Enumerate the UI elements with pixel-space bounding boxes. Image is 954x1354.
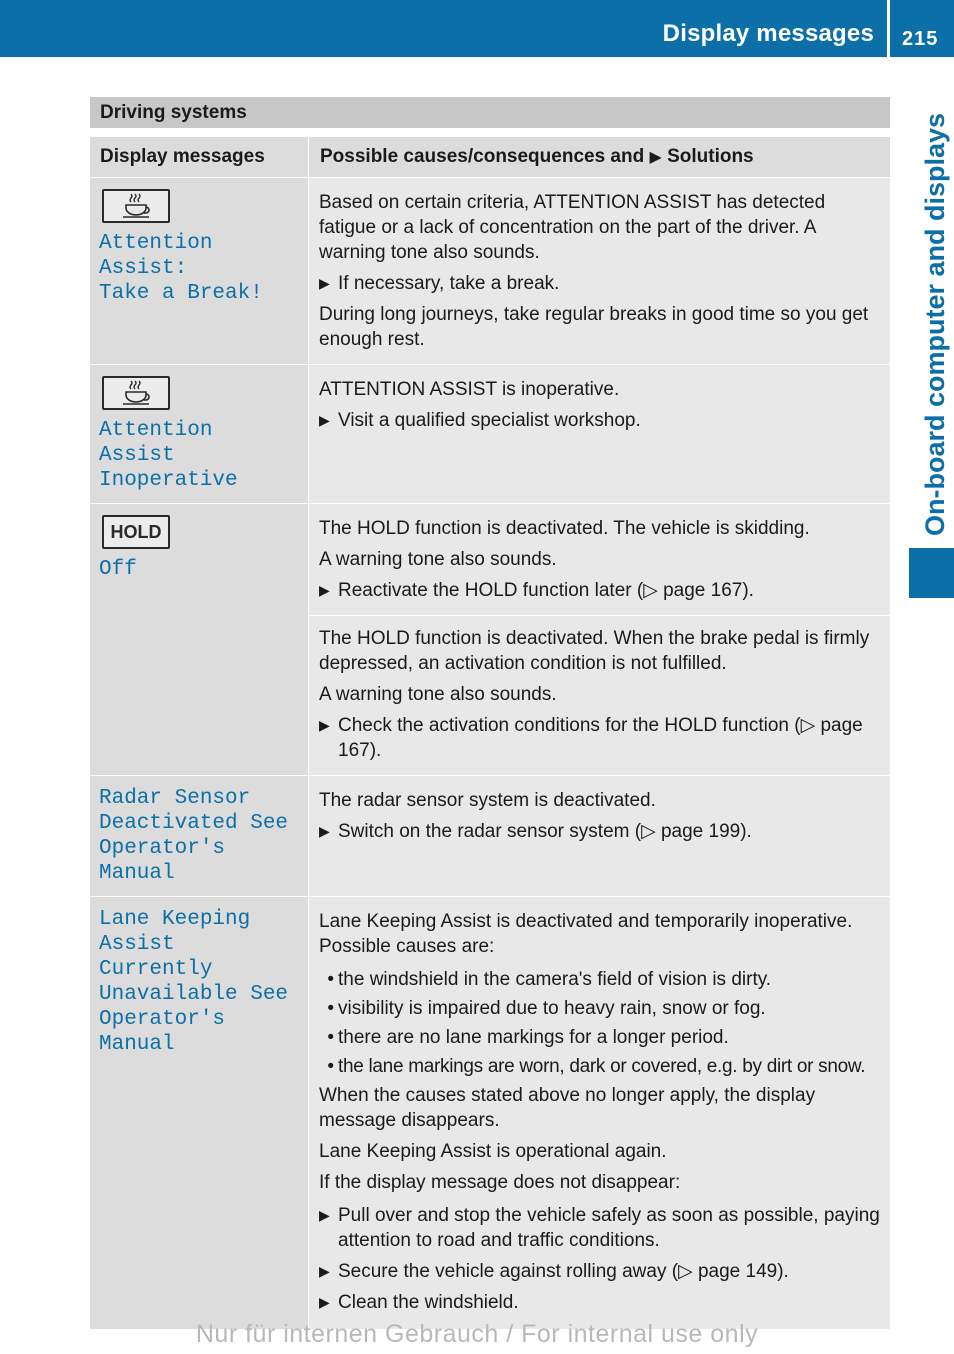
solution-step-text: Pull over and stop the vehicle safely as soon as possible, paying attention to road and traffic conditions. <box>338 1205 880 1251</box>
table-row <box>90 177 890 364</box>
coffee-cup-icon <box>102 376 170 410</box>
display-message-cell <box>90 897 308 1329</box>
cause-text: A warning tone also sounds. <box>319 684 557 705</box>
page-header-title: Display messages <box>662 20 874 47</box>
display-messages-table <box>90 97 890 1329</box>
table-header-row <box>90 137 890 177</box>
solution-step <box>319 578 882 603</box>
cause-text: Lane Keeping Assist is operational again. <box>319 1141 667 1162</box>
chapter-side-tab: On-board computer and displays <box>920 112 950 536</box>
solution-step-text: Switch on the radar sensor system (▷ page 199). <box>338 821 752 842</box>
bullet-dot: • <box>327 1027 334 1048</box>
column-header-display: Display messages <box>100 146 265 167</box>
solution-step <box>319 1203 882 1253</box>
cause-bullet <box>319 1025 882 1050</box>
solution-step-text: If necessary, take a break. <box>338 273 560 294</box>
bullet-dot: • <box>327 969 334 990</box>
step-triangle-icon: ▶ <box>319 1263 330 1279</box>
solution-step <box>319 1259 882 1284</box>
causes-solutions-cell <box>308 776 890 896</box>
step-triangle-icon: ▶ <box>319 1207 330 1223</box>
table-row <box>90 896 890 1329</box>
page-number: 215 <box>902 28 939 50</box>
solution-step-text: Check the activation conditions for the HOLD function (▷ page 167). <box>338 715 863 761</box>
causes-solutions-cell <box>308 365 890 503</box>
cause-bullet-text: the lane markings are worn, dark or covered, e.g. by dirt or snow. <box>338 1056 866 1077</box>
display-message-text: Attention Assist Inoperative <box>99 419 238 492</box>
coffee-cup-icon-svg <box>116 379 156 407</box>
step-triangle-icon: ▶ <box>319 412 330 428</box>
display-message-cell <box>90 776 308 896</box>
cause-bullet-text: the windshield in the camera's field of vision is dirty. <box>338 969 772 990</box>
cause-text: Lane Keeping Assist is deactivated and temporarily inoperative. Possible causes are: <box>319 911 853 957</box>
solution-step-text: Reactivate the HOLD function later (▷ page 167). <box>338 580 754 601</box>
display-message-text: Off <box>99 558 137 581</box>
column-header-causes-label: Possible causes/consequences and <box>320 146 645 167</box>
coffee-cup-icon-svg <box>116 192 156 220</box>
step-triangle-icon: ▶ <box>319 717 330 733</box>
display-message-cell <box>90 504 308 775</box>
cause-text: ATTENTION ASSIST is inoperative. <box>319 379 620 400</box>
cause-text: The radar sensor system is deactivated. <box>319 790 656 811</box>
solution-step <box>319 819 882 844</box>
step-triangle-icon: ▶ <box>319 582 330 598</box>
cause-text: Based on certain criteria, ATTENTION ASSIST has detected fatigue or a lack of concentration on the part of the driver. A warning tone also sounds. <box>319 192 826 263</box>
step-triangle-icon: ▶ <box>319 1294 330 1310</box>
cause-bullet <box>319 967 882 992</box>
chapter-tab-marker <box>909 548 954 598</box>
arrow-right-icon: ▶ <box>649 149 662 166</box>
causes-solutions-cell <box>309 615 890 775</box>
display-message-text: Lane Keeping Assist Currently Unavailable See Operator's Manual <box>99 908 289 1056</box>
cause-text: If the display message does not disappear: <box>319 1172 681 1193</box>
table-row <box>90 775 890 896</box>
cause-bullet <box>319 996 882 1021</box>
solution-step <box>319 1290 882 1315</box>
causes-solutions-cell <box>308 178 890 364</box>
step-triangle-icon: ▶ <box>319 275 330 291</box>
cause-text: During long journeys, take regular breaks in good time so you get enough rest. <box>319 304 869 350</box>
coffee-cup-icon <box>102 189 170 223</box>
solution-step <box>319 713 882 763</box>
cause-bullet-text: visibility is impaired due to heavy rain, snow or fog. <box>338 998 766 1019</box>
column-header-solutions-label: Solutions <box>667 146 754 167</box>
column-header-causes <box>308 137 890 177</box>
hold-icon <box>102 515 170 549</box>
causes-solutions-group <box>308 504 890 775</box>
display-message-text: Radar Sensor Deactivated See Operator's Manual <box>99 787 289 885</box>
cause-text: The HOLD function is deactivated. The vehicle is skidding. <box>319 518 810 539</box>
solution-step-text: Secure the vehicle against rolling away (▷ page 149). <box>338 1261 789 1282</box>
table-row <box>90 503 890 775</box>
hold-icon-label: HOLD <box>110 521 162 542</box>
cause-bullet <box>319 1054 882 1079</box>
display-message-text: Attention Assist: Take a Break! <box>99 232 263 305</box>
causes-solutions-cell <box>308 897 890 1329</box>
internal-use-watermark: Nur für internen Gebrauch / For internal use only <box>195 1320 759 1348</box>
solution-step <box>319 408 882 433</box>
bullet-dot: • <box>327 998 334 1019</box>
cause-text: When the causes stated above no longer apply, the display message disappears. <box>319 1085 816 1131</box>
cause-text: A warning tone also sounds. <box>319 549 557 570</box>
display-message-cell <box>90 178 308 364</box>
cause-bullet-text: there are no lane markings for a longer period. <box>338 1027 729 1048</box>
cause-text: The HOLD function is deactivated. When the brake pedal is firmly depressed, an activation condition is not fulfilled. <box>319 628 870 674</box>
header-divider <box>887 0 890 57</box>
step-triangle-icon: ▶ <box>319 823 330 839</box>
causes-solutions-cell <box>309 504 890 615</box>
solution-step-text: Clean the windshield. <box>338 1292 519 1313</box>
table-row <box>90 364 890 503</box>
section-title: Driving systems <box>90 97 890 128</box>
solution-step <box>319 271 882 296</box>
solution-step-text: Visit a qualified specialist workshop. <box>338 410 641 431</box>
bullet-dot: • <box>327 1056 334 1077</box>
display-message-cell <box>90 365 308 503</box>
